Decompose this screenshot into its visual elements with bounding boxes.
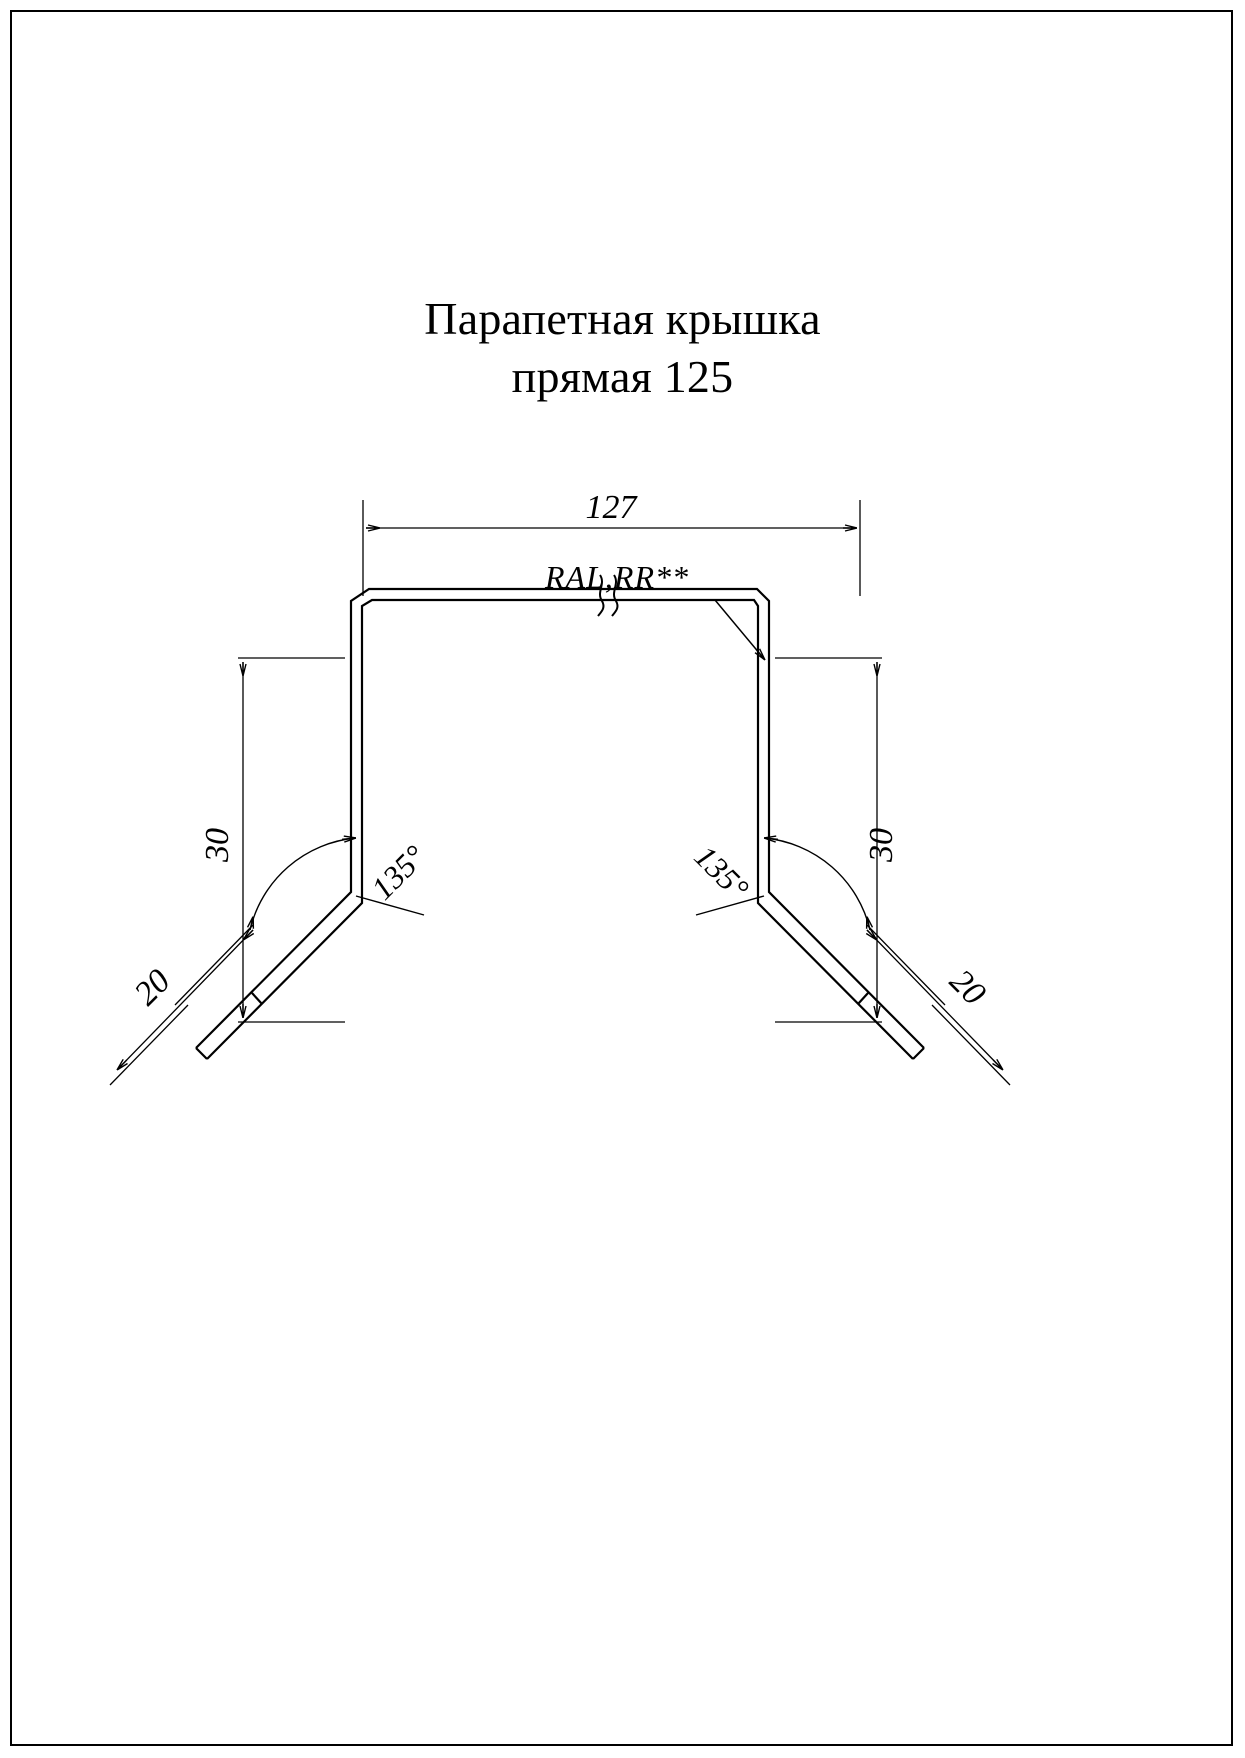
extension-line-a bbox=[175, 925, 253, 1005]
dimension-line bbox=[867, 930, 1003, 1070]
extension-line-b bbox=[110, 1005, 188, 1085]
dimension-line bbox=[117, 930, 253, 1070]
angle-arc bbox=[764, 838, 870, 930]
dimension-label-top-width: 127 bbox=[585, 489, 637, 526]
dimension-label-left-height: 30 bbox=[199, 828, 236, 862]
dimension-left-flange bbox=[110, 925, 253, 1085]
angle-label-right: 135° bbox=[687, 837, 757, 907]
dimension-label-right-height: 30 bbox=[863, 828, 900, 862]
dimension-left-height bbox=[238, 658, 345, 1022]
angle-arc bbox=[250, 838, 356, 930]
dimension-label-right-flange: 20 bbox=[942, 962, 993, 1013]
material-note-leader bbox=[535, 600, 765, 660]
title-line-2: прямая 125 bbox=[511, 351, 734, 402]
extension-line-b bbox=[932, 1005, 1010, 1085]
material-note-label: RAL,RR** bbox=[545, 559, 689, 595]
dimension-right-flange bbox=[867, 925, 1010, 1085]
dimension-label-left-flange: 20 bbox=[127, 962, 178, 1013]
title-line-1: Парапетная крышка bbox=[424, 293, 821, 344]
profile-outline bbox=[196, 589, 924, 1059]
extension-line-a bbox=[867, 925, 945, 1005]
angle-label-left: 135° bbox=[363, 837, 433, 907]
